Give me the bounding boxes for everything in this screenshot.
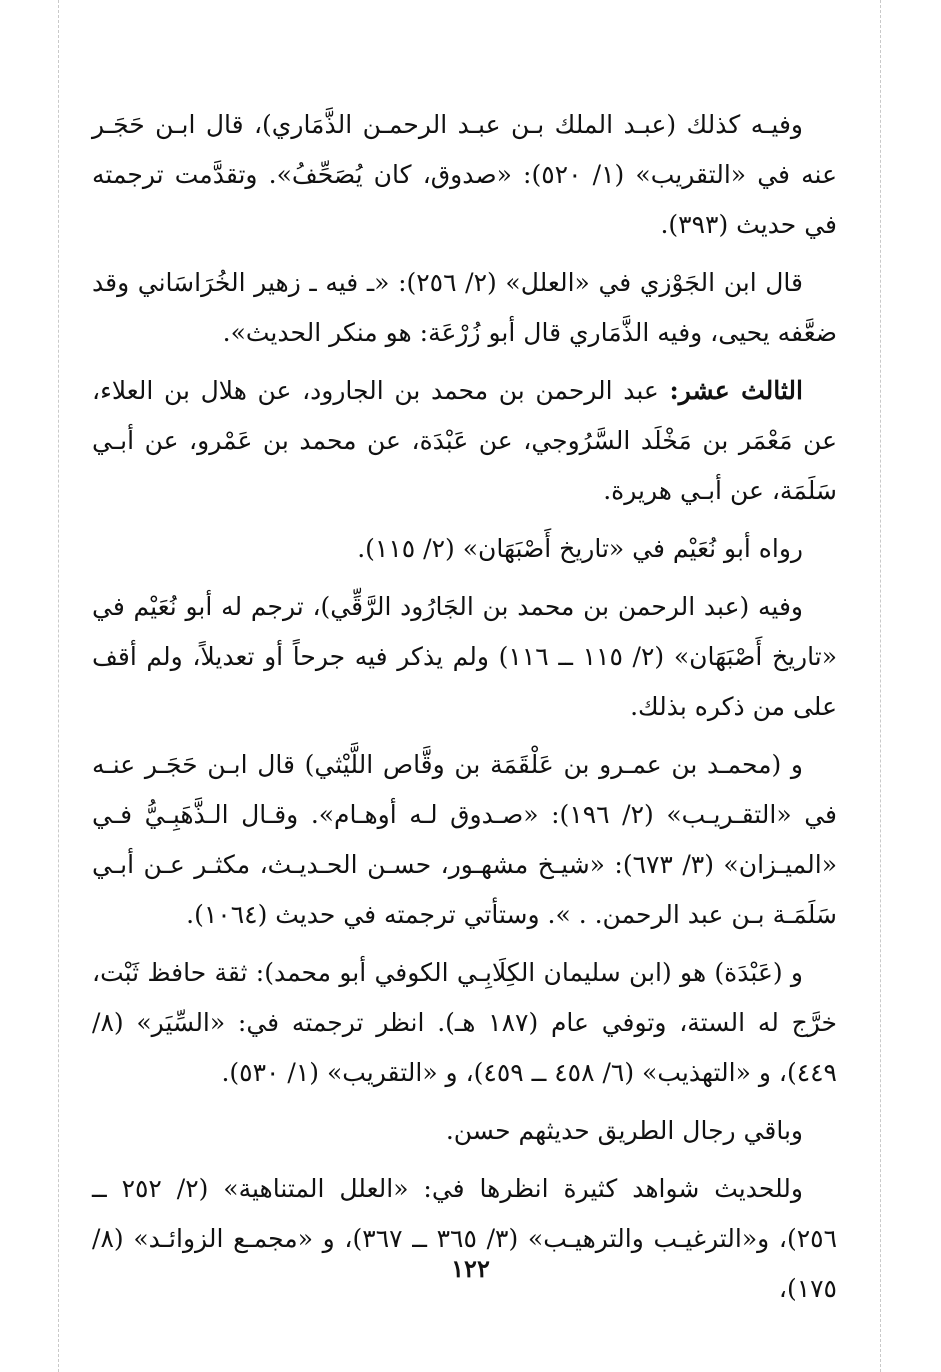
- paragraph-text: قال ابن الجَوْزي في «العلل» (٢/ ٢٥٦): «ـ فيه ـ زهير الخُرَاسَاني وقد ضعَّفه يحيى، وفيه الذَّمَاري قال أبو زُرْعَة: هو منكر الحديث».: [92, 268, 837, 347]
- paragraph: [92, 948, 837, 1098]
- paragraph-text: و (محمـد بن عمـرو بن عَلْقَمَة بن وقَّاص اللَّيْثي) قال ابـن حَجَـر عنـه في «التقـريـب» (٢/ ١٩٦): «صـدوق لـه أوهـام». وقـال الـذَّهَبِـيُّ فـي «الميـزان» (٣/ ٦٧٣): «شيـخ مشهـور، حسـن الحـديـث، مكثـر عـن أبـي سَلَمَـة بـن عبد الرحمن. . ». وستأتي ترجمته في حديث (١٠٦٤).: [92, 750, 837, 929]
- paragraph: [92, 524, 837, 574]
- paragraph: [92, 258, 837, 358]
- paragraph-text: وفيه (عبد الرحمن بن محمد بن الجَارُود الرَّقِّي)، ترجم له أبو نُعَيْم في «تاريخ أَصْبَهَان» (٢/ ١١٥ ــ ١١٦) ولم يذكر فيه جرحاً أو تعديلاً، ولم أقف على من ذكره بذلك.: [92, 592, 838, 721]
- paragraph-text: رواه أبو نُعَيْم في «تاريخ أَصْبَهَان» (٢/ ١١٥).: [357, 534, 803, 563]
- paragraph-text: وفيـه كذلك (عبـد الملك بـن عبـد الرحمـن الذَّمَاري)، قال ابـن حَجَـر عنه في «التقريب» (١/ ٥٢٠): «صدوق، كان يُصَحِّفُ». وتقدَّمت ترجمته في حديث (٣٩٣).: [92, 110, 838, 239]
- body-text: [92, 100, 837, 1322]
- paragraph: [92, 582, 837, 732]
- paragraph-text: وللحديث شواهد كثيرة انظرها في: «العلل المتناهية» (٢/ ٢٥٢ ــ ٢٥٦)، و«الترغيـب والترهيـب» (٣/ ٣٦٥ ــ ٣٦٧)، و «مجمـع الزوائـد» (٨/ ١٧٥)،: [92, 1174, 838, 1303]
- paragraph: [92, 740, 837, 940]
- paragraph: [92, 1106, 837, 1156]
- paragraph: [92, 1164, 837, 1314]
- paragraph-text: عبد الرحمن بن محمد بن الجارود، عن هلال بن العلاء، عن مَعْمَر بن مَخْلَد السَّرُوجي، عن عَبْدَة، عن محمد بن عَمْرو، عن أبـي سَلَمَة، عن أبـي هريرة.: [92, 376, 837, 505]
- paragraph-text: وباقي رجال الطريق حديثهم حسن.: [445, 1116, 803, 1145]
- paragraph: [92, 100, 837, 250]
- paragraph-text: و (عَبْدَة) هو (ابن سليمان الكِلَابِـي الكوفي أبو محمد): ثقة حافظ ثَبْت، خرَّج له الستة، وتوفي عام (١٨٧ هـ). انظر ترجمته في: «السِّيَر» (٨/ ٤٤٩)، و «التهذيب» (٦/ ٤٥٨ ــ ٤٥٩)، و «التقريب» (١/ ٥٣٠).: [92, 958, 837, 1087]
- paragraph: [92, 366, 837, 516]
- page-number: ١٢٢: [451, 1254, 490, 1283]
- paragraph-heading: الثالث عشر:: [669, 376, 803, 405]
